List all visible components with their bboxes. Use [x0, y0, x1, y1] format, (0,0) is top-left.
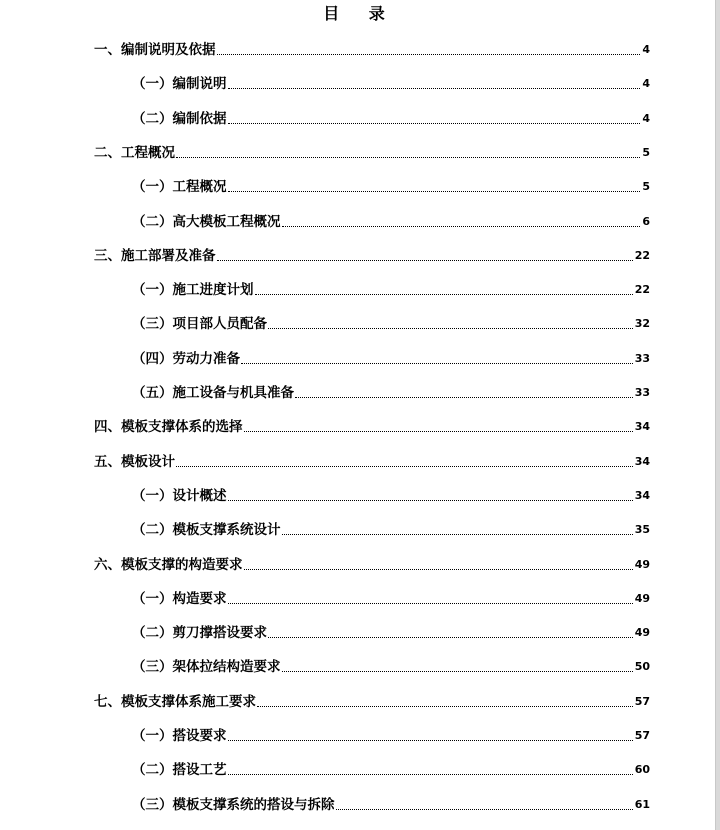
toc-page-number: 61 — [634, 797, 650, 811]
toc-page-number: 49 — [634, 591, 650, 605]
toc-dot-leader — [282, 534, 633, 535]
toc-dot-leader — [244, 431, 633, 432]
page-edge — [715, 0, 720, 830]
toc-dot-leader — [217, 260, 633, 261]
toc-entry-label: （一）编制说明 — [132, 76, 227, 93]
toc-dot-leader — [228, 603, 633, 604]
toc-entry-label: 七、模板支撑体系施工要求 — [94, 693, 256, 710]
toc-entry-label: 四、模板支撑体系的选择 — [94, 419, 243, 436]
toc-entry-label: （三）架体拉结构造要求 — [132, 659, 281, 676]
toc-dot-leader — [282, 226, 641, 227]
toc-dot-leader — [282, 671, 633, 672]
toc-page-number: 4 — [642, 111, 650, 125]
toc-entry-label: 二、工程概况 — [94, 144, 175, 161]
toc-dot-leader — [241, 363, 633, 364]
toc-dot-leader — [217, 54, 641, 55]
toc-page-number: 60 — [634, 763, 650, 777]
toc-entry[interactable] — [132, 655, 650, 675]
toc-entry[interactable] — [94, 690, 650, 710]
toc-entry-label: （二）模板支撑系统设计 — [132, 522, 281, 539]
toc-entry[interactable] — [132, 72, 650, 92]
toc-dot-leader — [257, 706, 633, 707]
toc-entry[interactable] — [94, 415, 650, 435]
toc-entry-label: （三）项目部人员配备 — [132, 316, 267, 333]
toc-entry[interactable] — [94, 141, 650, 161]
toc-entry[interactable] — [94, 553, 650, 573]
toc-page-number: 4 — [642, 43, 650, 56]
toc-entry-label: （二）编制依据 — [132, 110, 227, 127]
toc-dot-leader — [295, 397, 633, 398]
toc-page-number: 57 — [634, 694, 650, 708]
toc-page-number: 4 — [642, 77, 650, 91]
toc-page-number: 34 — [634, 420, 650, 434]
toc-page-number: 49 — [634, 626, 650, 640]
toc-entry[interactable] — [94, 450, 650, 470]
toc-entry[interactable] — [94, 38, 650, 58]
toc-dot-leader — [336, 809, 633, 810]
toc-entry[interactable] — [132, 621, 650, 641]
toc-entry-label: 五、模板设计 — [94, 453, 175, 470]
toc-entry-label: （一）设计概述 — [132, 487, 227, 504]
toc-entry-label: （四）劳动力准备 — [132, 350, 240, 367]
toc-entry[interactable] — [132, 175, 650, 195]
toc-title: 目 录 — [323, 4, 397, 23]
toc-dot-leader — [228, 123, 641, 124]
toc-dot-leader — [228, 500, 633, 501]
toc-page-number: 32 — [634, 317, 650, 331]
toc-entry[interactable] — [132, 587, 650, 607]
toc-entry-label: （三）模板支撑系统的搭设与拆除 — [132, 796, 335, 813]
toc-page-number: 22 — [634, 283, 650, 297]
toc-entry[interactable] — [132, 758, 650, 778]
toc-entry-label: （五）施工设备与机具准备 — [132, 385, 294, 401]
toc-dot-leader — [228, 88, 641, 89]
toc-entry[interactable] — [94, 244, 650, 264]
toc-dot-leader — [228, 774, 633, 775]
toc-dot-leader — [228, 740, 633, 741]
toc-entry-label: 一、编制说明及依据 — [94, 42, 216, 58]
toc-entry-label: （二）高大模板工程概况 — [132, 213, 281, 230]
toc-page-number: 34 — [634, 488, 650, 502]
toc-page-number: 6 — [642, 214, 650, 228]
toc-entry-label: （一）工程概况 — [132, 179, 227, 196]
toc-entry-label: （一）搭设要求 — [132, 728, 227, 744]
toc-entry-label: （一）构造要求 — [132, 590, 227, 607]
toc-entry-label: 六、模板支撑的构造要求 — [94, 556, 243, 573]
toc-entry[interactable] — [132, 724, 650, 744]
toc-page-number: 34 — [634, 454, 650, 468]
toc-entry[interactable] — [132, 312, 650, 332]
toc-entry[interactable] — [132, 793, 650, 813]
toc-page-number: 50 — [634, 660, 650, 674]
toc-entry-label: 三、施工部署及准备 — [94, 247, 216, 264]
toc-entry-label: （二）搭设工艺 — [132, 762, 227, 779]
toc-entry[interactable] — [132, 347, 650, 367]
toc-dot-leader — [268, 637, 633, 638]
toc-dot-leader — [176, 157, 640, 158]
toc-dot-leader — [176, 466, 633, 467]
toc-entry[interactable] — [132, 278, 650, 298]
toc-page-number: 33 — [634, 386, 650, 399]
toc-entry[interactable] — [132, 210, 650, 230]
toc-dot-leader — [228, 191, 641, 192]
toc-entry[interactable] — [132, 484, 650, 504]
toc-dot-leader — [244, 569, 633, 570]
toc-dot-leader — [268, 328, 633, 329]
toc-entry[interactable] — [132, 381, 650, 401]
toc-entry-label: （二）剪刀撑搭设要求 — [132, 625, 267, 642]
toc-entry-label: （一）施工进度计划 — [132, 282, 254, 299]
toc-page-number: 22 — [634, 248, 650, 262]
toc-page-number: 57 — [634, 729, 650, 742]
toc-page-number: 35 — [634, 523, 650, 537]
toc-page-number: 49 — [634, 557, 650, 571]
toc-dot-leader — [255, 294, 633, 295]
toc-entry[interactable] — [132, 518, 650, 538]
toc-page-number: 33 — [634, 351, 650, 365]
toc-page-number: 5 — [642, 145, 650, 159]
toc-entry[interactable] — [132, 107, 650, 127]
toc-page-number: 5 — [642, 180, 650, 194]
